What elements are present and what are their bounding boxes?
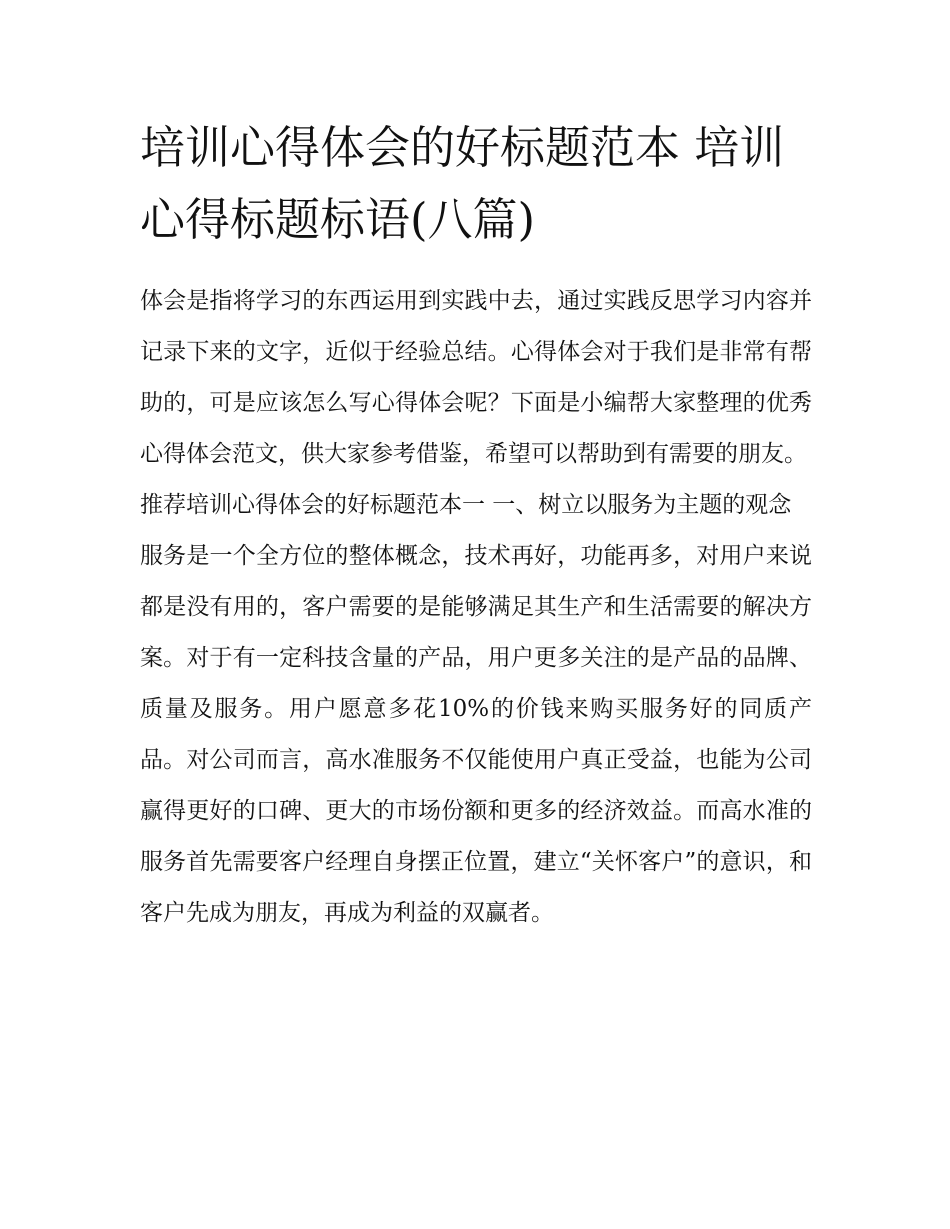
body-paragraph: 服务是一个全方位的整体概念，技术再好，功能再多，对用户来说都是没有用的，客户需要的是能够满足其生产和生活需要的解决方案。对于有一定科技含量的产品，用户更多关注的是产品的品牌、质量及服务。用户愿意多花10%的价钱来购买服务好的同质产品。对公司而言，高水准服务不仅能使用户真正受益，也能为公司赢得更好的口碑、更大的市场份额和更多的经济效益。而高水准的服务首先需要客户经理自身摆正位置，建立“关怀客户”的意识，和客户先成为朋友，再成为利益的双赢者。 [140, 543, 812, 926]
intro-paragraph: 体会是指将学习的东西运用到实践中去，通过实践反思学习内容并记录下来的文字，近似于经验总结。心得体会对于我们是非常有帮助的，可是应该怎么写心得体会呢？下面是小编帮大家整理的优秀心得体会范文，供大家参考借鉴，希望可以帮助到有需要的朋友。 [140, 288, 812, 467]
document-title: 培训心得体会的好标题范本 培训心得标题标语(八篇) [140, 121, 785, 246]
section-heading: 推荐培训心得体会的好标题范本一 一、树立以服务为主题的观念 [140, 492, 792, 518]
document-body [140, 112, 812, 939]
